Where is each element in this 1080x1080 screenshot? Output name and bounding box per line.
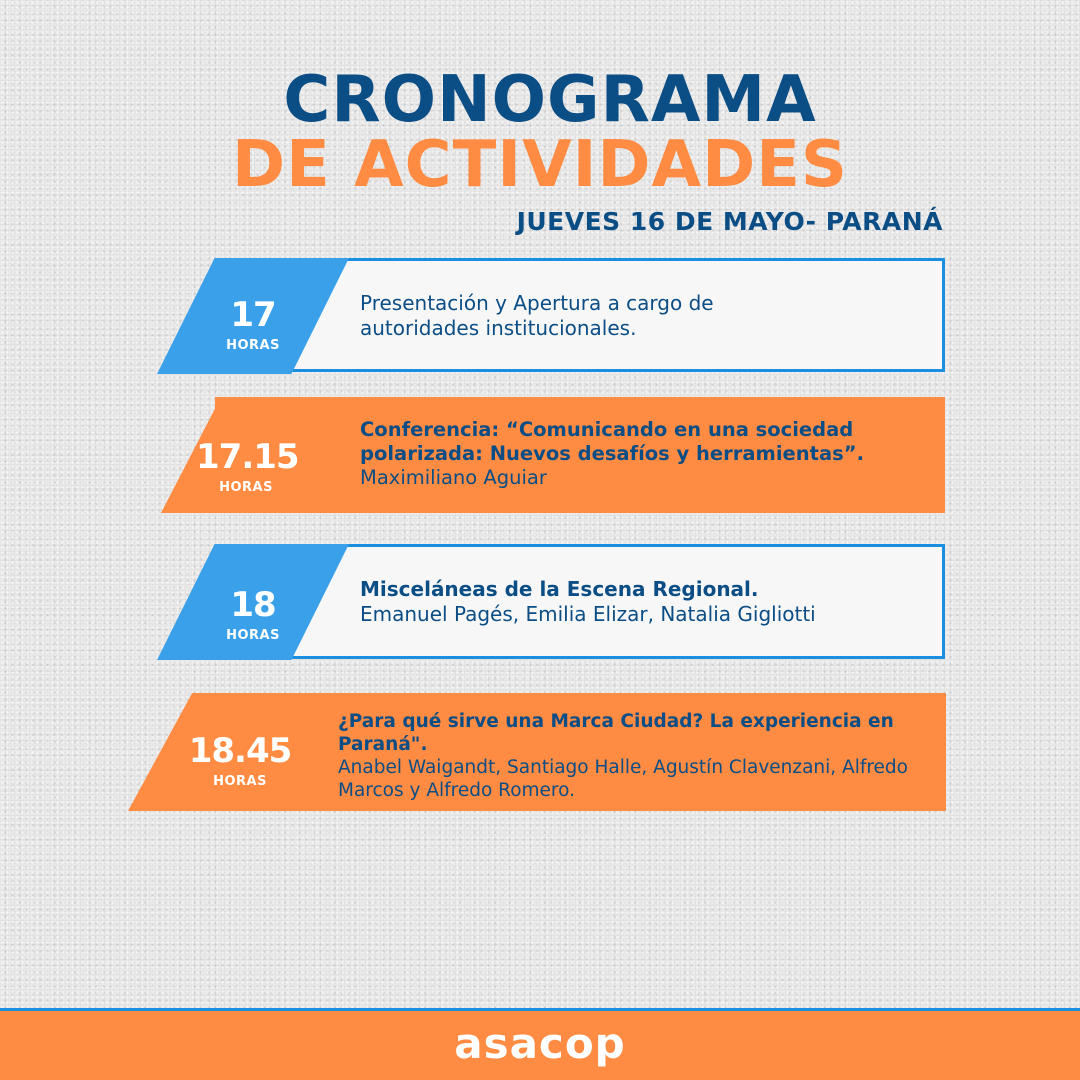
time-unit: HORAS (226, 338, 280, 353)
page-title-line2: DE ACTIVIDADES (231, 128, 849, 202)
time-value: 18 (230, 585, 276, 625)
brand-logo: asacop (454, 1019, 626, 1068)
schedule-item-text (360, 577, 930, 627)
time-label (208, 295, 298, 353)
time-value: 18.45 (188, 731, 292, 771)
schedule-item-title: ¿Para qué sirve una Marca Ciudad? La experiencia en Paraná". (338, 711, 894, 755)
time-unit: HORAS (226, 628, 280, 643)
schedule-item-title: Conferencia: “Comunicando en una sociedad polarizada: Nuevos desafíos y herramientas”. (360, 418, 864, 465)
schedule-item-text (338, 710, 938, 802)
schedule-item-description: Presentación y Apertura a cargo de autoridades institucionales. (360, 291, 714, 340)
time-label (208, 585, 298, 643)
schedule-item-speakers: Emanuel Pagés, Emilia Elizar, Natalia Gigliotti (360, 602, 816, 626)
schedule-item-text (360, 418, 940, 490)
schedule-item-title: Misceláneas de la Escena Regional. (360, 577, 759, 601)
time-label (196, 437, 299, 495)
footer-bar (0, 1008, 1080, 1080)
time-label (184, 731, 296, 789)
time-unit: HORAS (213, 774, 267, 789)
time-unit: HORAS (219, 480, 273, 495)
time-value: 17.15 (196, 437, 299, 477)
event-date-subtitle: JUEVES 16 DE MAYO- PARANÁ (516, 207, 943, 236)
schedule-item-speakers: Anabel Waigandt, Santiago Halle, Agustín Clavenzani, Alfredo Marcos y Alfredo Romero. (338, 757, 908, 801)
time-value: 17 (230, 295, 276, 335)
page-title-line1: CRONOGRAMA (283, 63, 817, 137)
schedule-item-speakers: Maximiliano Aguiar (360, 466, 547, 489)
schedule-item-text (360, 291, 830, 341)
